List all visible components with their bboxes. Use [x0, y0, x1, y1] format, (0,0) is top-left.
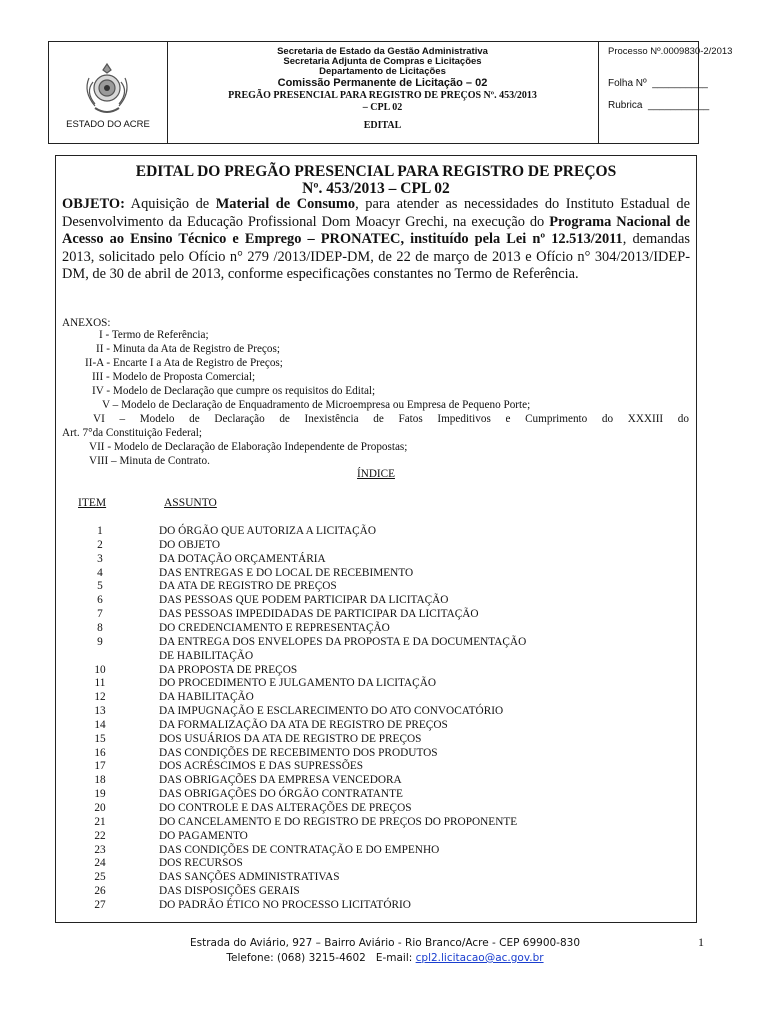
indice-item-number: 25	[94, 871, 106, 884]
indice-item-subject: DOS ACRÉSCIMOS E DAS SUPRESSÕES	[159, 760, 364, 773]
indice-item-subject: DO OBJETO	[159, 538, 220, 551]
indice-item-number: 24	[94, 857, 106, 870]
header-pregao-line-2: – CPL 02	[362, 102, 403, 113]
indice-item-number: 18	[94, 774, 106, 787]
indice-item-number: 23	[94, 843, 106, 856]
indice-item-number: 22	[94, 829, 106, 842]
indice-item-subject: DOS RECURSOS	[159, 857, 243, 870]
indice-item-subject: DAS PESSOAS IMPEDIDADAS DE PARTICIPAR DA LICITAÇÃO	[159, 608, 479, 621]
indice-item-subject: DAS ENTREGAS E DO LOCAL DE RECEBIMENTO	[159, 566, 414, 579]
indice-col-item: ITEM	[78, 497, 107, 509]
indice-item-subject: DO PADRÃO ÉTICO NO PROCESSO LICITATÓRIO	[159, 898, 411, 911]
indice-item-number: 14	[94, 718, 106, 731]
header-process-cell	[598, 42, 733, 143]
objeto-text-2: , para atender as necessidades do Instituto Estadual de Desenvolvimento da Educação Profissional Dom Moacyr Grechi, na execução do	[62, 196, 690, 230]
rubrica-field: Rubrica ___________	[608, 100, 710, 111]
indice-item-subject: DAS OBRIGAÇÕES DO ÓRGÃO CONTRATANTE	[159, 788, 403, 801]
footer-address: Estrada do Aviário, 927 – Bairro Aviário - Rio Branco/Acre - CEP 69900-830	[189, 937, 581, 949]
objeto-text-1: Aquisição de	[124, 196, 216, 212]
indice-item-subject: DA ENTREGA DOS ENVELOPES DA PROPOSTA E DA DOCUMENTAÇÃO	[159, 635, 527, 648]
anexo-item: II-A - Encarte I a Ata de Registro de Preços;	[85, 357, 283, 369]
indice-item-number: 3	[97, 552, 103, 565]
header-pregao-line-1: PREGÃO PRESENCIAL PARA REGISTRO DE PREÇOS Nº. 453/2013	[228, 90, 537, 101]
indice-item-subject: DO PAGAMENTO	[159, 829, 248, 842]
anexo-item-continuation: Art. 7°da Constituição Federal;	[62, 427, 202, 439]
indice-item-subject: DO PROCEDIMENTO E JULGAMENTO DA LICITAÇÃO	[159, 677, 437, 690]
indice-item-subject: DA IMPUGNAÇÃO E ESCLARECIMENTO DO ATO CONVOCATÓRIO	[159, 705, 504, 718]
anexo-item: VI – Modelo de Declaração de Inexistência de Fatos Impeditivos e Cumprimento do XXXIII do	[93, 413, 689, 425]
header-commission: Comissão Permanente de Licitação – 02	[277, 77, 488, 89]
indice-item-number: 12	[94, 691, 106, 704]
indice-item-subject: DAS CONDIÇÕES DE CONTRATAÇÃO E DO EMPENHO	[159, 843, 440, 856]
indice-item-number: 10	[94, 663, 106, 676]
edital-body	[55, 155, 697, 923]
indice-item-number: 21	[94, 815, 106, 828]
folha-field: Folha Nº __________	[608, 78, 708, 89]
indice-col-assunto: ASSUNTO	[164, 497, 217, 509]
indice-item-number: 15	[94, 732, 106, 745]
indice-item-number: 7	[97, 608, 103, 621]
indice-item-subject: DAS SANÇÕES ADMINISTRATIVAS	[159, 871, 340, 884]
header-line-1: Secretaria de Estado da Gestão Administrativa	[277, 46, 488, 57]
indice-item-number: 17	[94, 760, 106, 773]
indice-item-subject: DO CONTROLE E DAS ALTERAÇÕES DE PREÇOS	[159, 802, 412, 814]
anexo-item: III - Modelo de Proposta Comercial;	[92, 371, 256, 383]
objeto-bold-1: Material de Consumo	[215, 196, 356, 212]
indice-item-subject: DAS PESSOAS QUE PODEM PARTICIPAR DA LICITAÇÃO	[159, 594, 449, 607]
indice-item-number: 6	[97, 594, 103, 607]
objeto-label: OBJETO:	[62, 196, 125, 212]
indice-item-subject: DAS DISPOSIÇÕES GERAIS	[159, 885, 300, 898]
header-line-2: Secretaria Adjunta de Compras e Licitações	[283, 56, 482, 67]
indice-item-number: 2	[97, 538, 103, 551]
indice-item-subject: DO CREDENCIAMENTO E REPRESENTAÇÃO	[159, 621, 390, 634]
indice-item-number: 11	[94, 677, 106, 690]
edital-title: EDITAL DO PREGÃO PRESENCIAL PARA REGISTRO DE PREÇOS	[135, 163, 617, 180]
indice-item-subject: DAS CONDIÇÕES DE RECEBIMENTO DOS PRODUTOS	[159, 746, 438, 759]
objeto-text-3: , demandas 2013, solicitado pelo Ofício n° 279 /2013/IDEP-DM, de 22 de março de 2013 e Ofício n° 304/2013/IDEP-DM, de 30 de abril de 2013, conforme especificações constantes no Termo de Referência.	[62, 231, 690, 283]
anexos-label: ANEXOS:	[62, 317, 111, 329]
anexo-item: V – Modelo de Declaração de Enquadramento de Microempresa ou Empresa de Pequeno Porte;	[102, 399, 531, 411]
edital-number: Nº. 453/2013 – CPL 02	[302, 180, 450, 197]
indice-item-subject: DA FORMALIZAÇÃO DA ATA DE REGISTRO DE PREÇOS	[159, 718, 448, 731]
indice-item-number: 5	[97, 580, 103, 593]
document-header	[48, 41, 733, 144]
indice-item-number: 4	[97, 566, 103, 579]
indice-item-number: 20	[94, 802, 106, 814]
header-logo-cell	[49, 42, 168, 143]
indice-item-subject: DO CANCELAMENTO E DO REGISTRO DE PREÇOS DO PROPONENTE	[159, 815, 518, 828]
header-title-cell	[167, 42, 599, 143]
header-line-3: Departamento de Licitações	[319, 66, 446, 77]
indice-item-subject: DE HABILITAÇÃO	[159, 649, 254, 662]
page-number: 1	[698, 935, 704, 949]
footer-email-link[interactable]: cpl2.licitacao@ac.gov.br	[415, 952, 544, 964]
indice-item-number: 26	[94, 885, 106, 898]
anexo-item: II - Minuta da Ata de Registro de Preços;	[96, 343, 280, 355]
indice-item-subject: DO ÓRGÃO QUE AUTORIZA A LICITAÇÃO	[159, 525, 376, 537]
indice-item-subject: DA HABILITAÇÃO	[159, 691, 254, 704]
indice-item-number: 9	[97, 635, 103, 648]
footer-phone: Telefone: (068) 3215-4602 E-mail:	[226, 952, 416, 964]
state-coat-of-arms-icon	[79, 60, 135, 118]
footer-contact	[0, 952, 770, 964]
indice-item-number: 8	[97, 621, 103, 634]
indice-item-number: 27	[94, 898, 106, 911]
indice-item-subject: DA DOTAÇÃO ORÇAMENTÁRIA	[159, 552, 326, 565]
state-label: ESTADO DO ACRE	[66, 119, 150, 130]
indice-title: ÍNDICE	[357, 468, 395, 480]
indice-item-subject: DAS OBRIGAÇÕES DA EMPRESA VENCEDORA	[159, 774, 402, 787]
anexo-item: VIII – Minuta de Contrato.	[89, 455, 210, 467]
objeto-bold-2: Programa Nacional de Acesso ao Ensino Técnico e Emprego – PRONATEC, instituído pela Lei nº 12.513/2011	[62, 213, 690, 248]
anexo-item: VII - Modelo de Declaração de Elaboração Independente de Propostas;	[89, 441, 408, 453]
indice-item-subject: DA ATA DE REGISTRO DE PREÇOS	[159, 580, 337, 593]
indice-item-subject: DOS USUÁRIOS DA ATA DE REGISTRO DE PREÇOS	[159, 732, 422, 745]
indice-item-number: 19	[94, 788, 106, 801]
anexo-item: IV - Modelo de Declaração que cumpre os requisitos do Edital;	[92, 385, 376, 397]
anexo-item: I - Termo de Referência;	[99, 329, 209, 341]
indice-item-number: 16	[94, 746, 106, 759]
indice-item-number: 13	[94, 705, 106, 718]
header-edital: EDITAL	[363, 120, 402, 131]
objeto-paragraph	[62, 196, 690, 284]
indice-item-subject: DA PROPOSTA DE PREÇOS	[159, 663, 298, 676]
indice-item-number: 1	[97, 525, 103, 537]
process-number: Processo Nº.0009830-2/2013	[608, 46, 733, 57]
